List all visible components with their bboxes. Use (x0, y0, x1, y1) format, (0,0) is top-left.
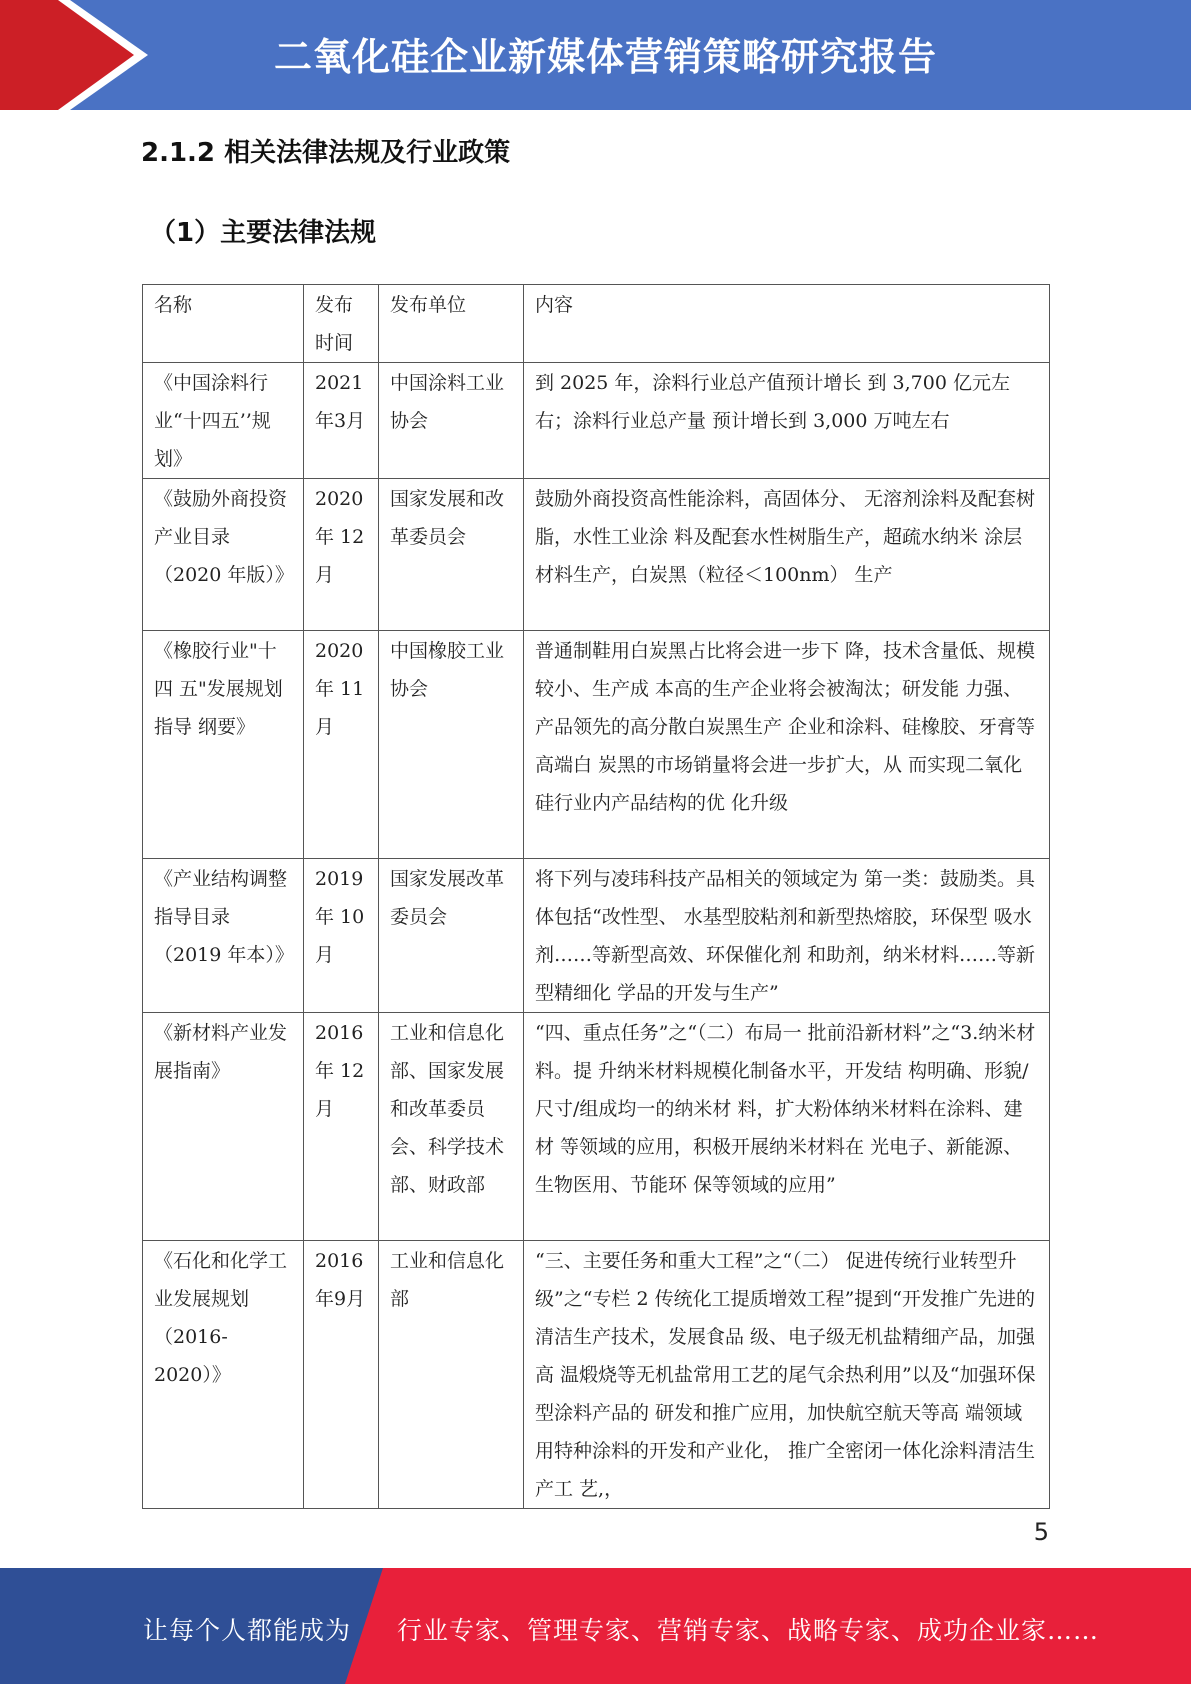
cell-issuer: 中国橡胶工业 协会 (379, 631, 524, 859)
cell-content: 将下列与凌玮科技产品相关的领域定为 第一类：鼓励类。具体包括“改性型、 水基型胶粘剂和新型热熔胶，环保型 吸水剂……等新型高效、环保催化剂 和助剂，纳米材料……等新型精细化 学品的开发与生产” (524, 859, 1050, 1013)
cell-date: 2021年3月 (304, 363, 379, 479)
cell-name: 《橡胶行业"十四 五"发展规划指导 纲要》 (143, 631, 304, 859)
header-name: 名称 (143, 285, 304, 363)
page-footer (0, 1568, 1191, 1684)
header-issuer: 发布单位 (379, 285, 524, 363)
table-row (143, 1241, 1050, 1509)
cell-name: 《中国涂料行业“十四五’’规划》 (143, 363, 304, 479)
table-row (143, 1013, 1050, 1241)
cell-date: 2016年9月 (304, 1241, 379, 1509)
table-row (143, 479, 1050, 631)
page-number: 5 (1033, 1518, 1049, 1546)
cell-name: 《新材料产业发 展指南》 (143, 1013, 304, 1241)
cell-issuer: 工业和信息化 部、国家发展 和改革委员 会、科学技术 部、财政部 (379, 1013, 524, 1241)
cell-name: 《产业结构调整 指导目录（2019 年本）》 (143, 859, 304, 1013)
section-heading: 2.1.2 相关法律法规及行业政策 (141, 138, 511, 168)
cell-content: 普通制鞋用白炭黑占比将会进一步下 降，技术含量低、规模较小、生产成 本高的生产企业将会被淘汰；研发能 力强、产品领先的高分散白炭黑生产 企业和涂料、硅橡胶、牙膏等高端白 炭黑的市场销量将会进一步扩大，从 而实现二氧化硅行业内产品结构的优 化升级 (524, 631, 1050, 859)
footer-slogan-left: 让每个人都能成为 (143, 1616, 352, 1645)
cell-content: “三、主要任务和重大工程”之“（二） 促进传统行业转型升级”之“专栏 2 传统化工提质增效工程”提到“开发推广先进的清洁生产技术，发展食品 级、电子级无机盐精细产品，加强高 温煅烧等无机盐常用工艺的尾气余热利用”以及“加强环保型涂料产品的 研发和推广应用，加快航空航天等高 端领域用特种涂料的开发和产业化， 推广全密闭一体化涂料清洁生产工 艺,， (524, 1241, 1050, 1509)
cell-name: 《石化和化学工 业发展规划（2016-2020）》 (143, 1241, 304, 1509)
cell-content: 鼓励外商投资高性能涂料，高固体分、 无溶剂涂料及配套树脂，水性工业涂 料及配套水性树脂生产，超疏水纳米 涂层材料生产，白炭黑（粒径＜100nm） 生产 (524, 479, 1050, 631)
cell-issuer: 工业和信息化 部 (379, 1241, 524, 1509)
table-header-row (143, 285, 1050, 363)
cell-date: 2020年 12月 (304, 479, 379, 631)
table-row (143, 363, 1050, 479)
cell-content: 到 2025 年，涂料行业总产值预计增长 到 3,700 亿元左右；涂料行业总产量 预计增长到 3,000 万吨左右 (524, 363, 1050, 479)
cell-issuer: 国家发展改革 委员会 (379, 859, 524, 1013)
cell-issuer: 中国涂料工业 协会 (379, 363, 524, 479)
report-title: 二氧化硅企业新媒体营销策略研究报告 (273, 35, 937, 79)
header-date: 发布 时间 (304, 285, 379, 363)
laws-table (142, 284, 1050, 1509)
cell-date: 2020年 11月 (304, 631, 379, 859)
table-row (143, 859, 1050, 1013)
sub-heading: （1）主要法律法规 (150, 218, 377, 248)
header-content: 内容 (524, 285, 1050, 363)
cell-date: 2016年 12月 (304, 1013, 379, 1241)
footer-slogan-right: 行业专家、管理专家、营销专家、战略专家、成功企业家…… (397, 1616, 1100, 1645)
cell-content: “四、重点任务”之“（二）布局一 批前沿新材料”之“3.纳米材料。提 升纳米材料规模化制备水平，开发结 构明确、形貌/尺寸/组成均一的纳米材 料，扩大粉体纳米材料在涂料、建材 等领域的应用，积极开展纳米材料在 光电子、新能源、生物医用、节能环 保等领域的应用” (524, 1013, 1050, 1241)
cell-name: 《鼓励外商投资 产业目录（2020 年版）》 (143, 479, 304, 631)
page-header (0, 0, 1191, 110)
cell-date: 2019年 10月 (304, 859, 379, 1013)
table-row (143, 631, 1050, 859)
cell-issuer: 国家发展和改 革委员会 (379, 479, 524, 631)
